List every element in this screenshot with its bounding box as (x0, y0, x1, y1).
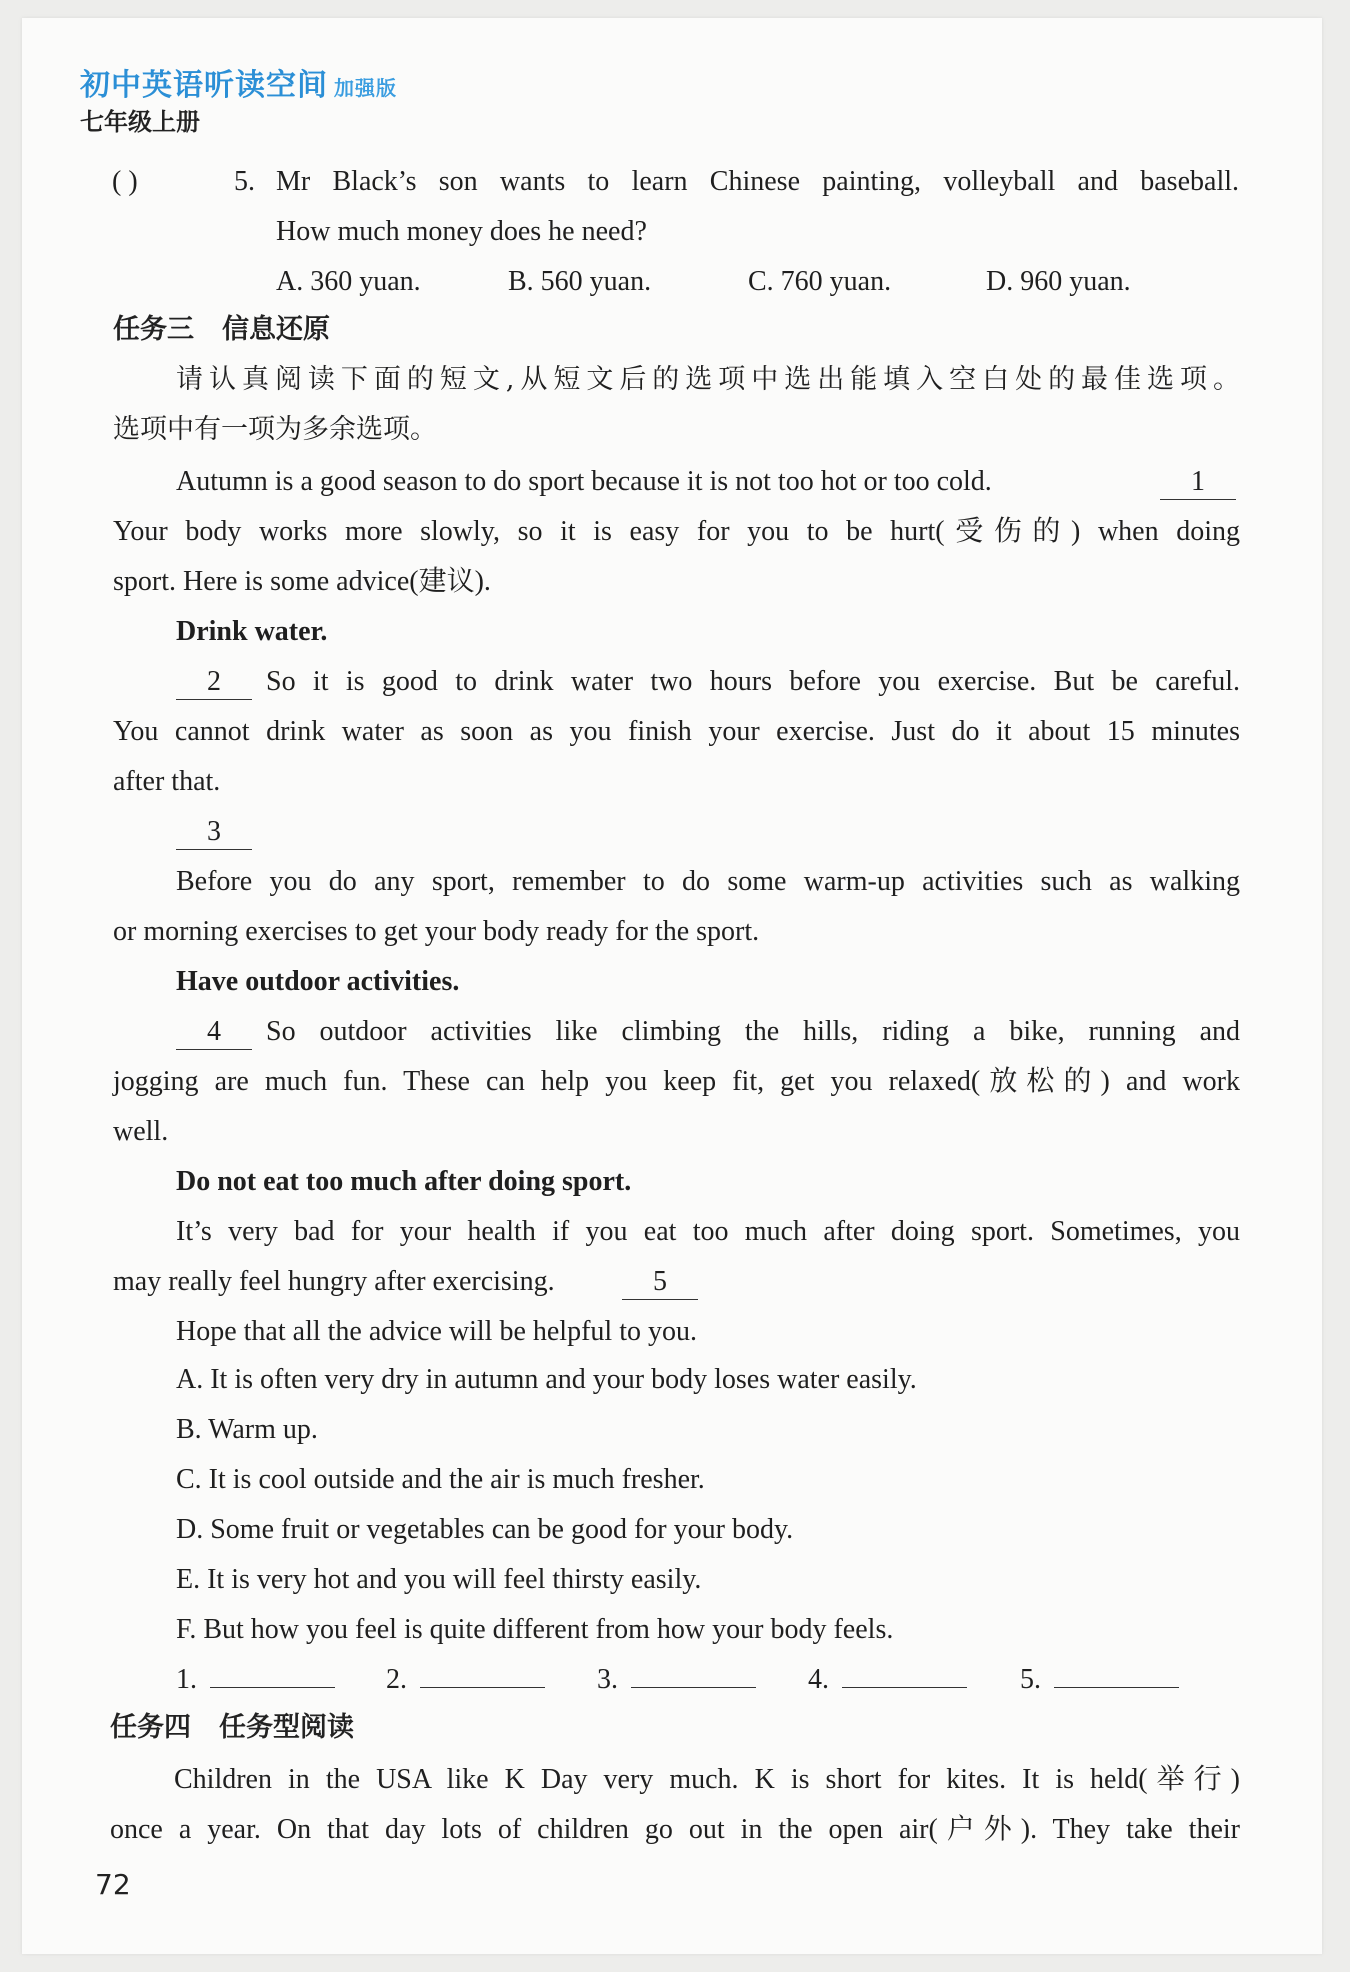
grade-label: 七年级上册 (80, 108, 200, 136)
question-number: 5. (234, 166, 255, 197)
passage-p2-line2: You cannot drink water as soon as you finish your exercise. Just do it about 15 minutes (113, 716, 1240, 747)
choice-d[interactable]: D. Some fruit or vegetables can be good for your body. (176, 1514, 794, 1545)
passage-p4-line1: So outdoor activities like climbing the hills, riding a bike, running and (266, 1016, 1240, 1047)
task4-passage-line1: Children in the USA like K Day very much. K is short for kites. It is held(举行) (174, 1764, 1240, 1795)
task4-label: 任务四 (110, 1712, 191, 1743)
answer-4[interactable] (808, 1660, 967, 1700)
passage-p1-line3: sport. Here is some advice(建议). (113, 566, 491, 597)
task4-title: 任务型阅读 (219, 1712, 354, 1743)
passage-p1-line1: Autumn is a good season to do sport because it is not too hot or too cold. (176, 466, 992, 497)
answer-4-blank[interactable] (842, 1687, 967, 1688)
passage-closing: Hope that all the advice will be helpful to you. (176, 1316, 697, 1347)
answer-3[interactable] (597, 1660, 756, 1700)
passage-p3-line1: Before you do any sport, remember to do some warm-up activities such as walking (176, 866, 1240, 897)
blank-3-number: 3 (176, 815, 252, 850)
answer-1-blank[interactable] (210, 1687, 335, 1688)
blank-1[interactable] (1160, 462, 1236, 502)
blank-2-number: 2 (176, 665, 252, 700)
instruction-line1: 请认真阅读下面的短文,从短文后的选项中选出能填入空白处的最佳选项。 (176, 364, 1240, 395)
answer-parenthesis[interactable]: ( ) (112, 166, 138, 197)
answer-2-number: 2. (386, 1664, 407, 1695)
passage-p2-line3: after that. (113, 766, 221, 797)
answer-5-number: 5. (1020, 1664, 1041, 1695)
blank-3[interactable] (176, 812, 252, 852)
series-title (80, 60, 397, 104)
blank-2[interactable] (176, 662, 252, 702)
option-b[interactable]: B. 560 yuan. (508, 266, 652, 297)
task4-passage-line2: once a year. On that day lots of children go out in the open air(户外). They take their (110, 1814, 1240, 1845)
choice-a[interactable]: A. It is often very dry in autumn and your body loses water easily. (176, 1364, 917, 1395)
page-number: 72 (95, 1868, 131, 1901)
subheading-drink-water: Drink water. (176, 616, 328, 647)
choice-e[interactable]: E. It is very hot and you will feel thirsty easily. (176, 1564, 702, 1595)
answer-4-number: 4. (808, 1664, 829, 1695)
series-title-text: 初中英语听读空间 (80, 68, 328, 103)
question-text-line1: Mr Black’s son wants to learn Chinese painting, volleyball and baseball. (276, 166, 1239, 197)
passage-p5-line1: It’s very bad for your health if you eat too much after doing sport. Sometimes, you (176, 1216, 1240, 1247)
answer-1-number: 1. (176, 1664, 197, 1695)
passage-p4-line2: jogging are much fun. These can help you keep fit, get you relaxed(放松的) and work (113, 1066, 1240, 1097)
answer-3-number: 3. (597, 1664, 618, 1695)
subheading-do-not-eat: Do not eat too much after doing sport. (176, 1166, 632, 1197)
answer-2-blank[interactable] (420, 1687, 545, 1688)
choice-b[interactable]: B. Warm up. (176, 1414, 318, 1445)
answer-1[interactable] (176, 1660, 335, 1700)
option-d[interactable]: D. 960 yuan. (986, 266, 1131, 297)
passage-p5-line2: may really feel hungry after exercising. (113, 1266, 555, 1297)
question-text-line2: How much money does he need? (276, 216, 647, 247)
passage-p4-line3: well. (113, 1116, 169, 1147)
task4-heading (110, 1708, 354, 1748)
blank-4-number: 4 (176, 1015, 252, 1050)
choice-f[interactable]: F. But how you feel is quite different from how your body feels. (176, 1614, 894, 1645)
choice-c[interactable]: C. It is cool outside and the air is much fresher. (176, 1464, 705, 1495)
task3-heading (113, 310, 330, 350)
instruction-line2: 选项中有一项为多余选项。 (113, 414, 437, 445)
answer-3-blank[interactable] (631, 1687, 756, 1688)
blank-5-number: 5 (622, 1265, 698, 1300)
option-a[interactable]: A. 360 yuan. (276, 266, 421, 297)
option-c[interactable]: C. 760 yuan. (748, 266, 892, 297)
task3-title: 信息还原 (222, 314, 330, 345)
subheading-outdoor-activities: Have outdoor activities. (176, 966, 460, 997)
blank-5[interactable] (622, 1262, 698, 1302)
passage-p2-line1: So it is good to drink water two hours before you exercise. But be careful. (266, 666, 1240, 697)
edition-label: 加强版 (334, 76, 397, 100)
task3-label: 任务三 (113, 314, 194, 345)
blank-4[interactable] (176, 1012, 252, 1052)
answer-2[interactable] (386, 1660, 545, 1700)
answer-5[interactable] (1020, 1660, 1179, 1700)
blank-1-number: 1 (1160, 465, 1236, 500)
answer-5-blank[interactable] (1054, 1687, 1179, 1688)
passage-p1-line2: Your body works more slowly, so it is easy for you to be hurt(受伤的) when doing (113, 516, 1240, 547)
passage-p3-line2: or morning exercises to get your body ready for the sport. (113, 916, 760, 947)
